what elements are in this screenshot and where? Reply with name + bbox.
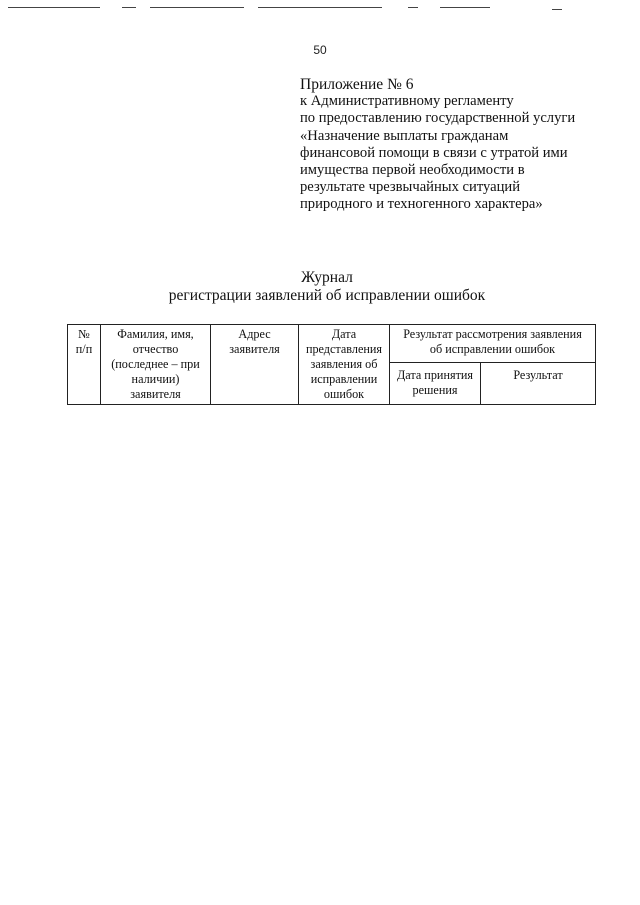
header-text: Дата (331, 327, 357, 341)
header-text: заявителя (229, 342, 280, 356)
journal-subtitle: регистрации заявлений об исправлении ошибок (168, 287, 486, 304)
annex-header (300, 76, 620, 214)
table-header-row (68, 325, 596, 363)
annex-line: «Назначение выплаты гражданам (300, 127, 509, 144)
header-cell-review-result-group (390, 325, 596, 363)
journal-title: Журнал (301, 269, 353, 286)
header-cell-applicant-name (101, 325, 211, 405)
header-text: заявления об (310, 357, 378, 371)
header-text: отчество (132, 342, 179, 356)
header-text: решения (412, 383, 458, 398)
header-text: наличии) (131, 372, 180, 386)
header-text: заявителя (130, 387, 181, 401)
annex-line: результате чрезвычайных ситуаций (300, 179, 521, 196)
header-text: Фамилия, имя, (117, 327, 194, 341)
header-text: исправлении (310, 372, 378, 386)
annex-line: по предоставлению государственной услуги (300, 110, 576, 127)
annex-title: Приложение № 6 (300, 76, 414, 93)
annex-line: к Административному регламенту (300, 93, 514, 110)
journal-heading (0, 269, 640, 305)
header-text: № (78, 327, 90, 341)
header-text: (последнее – при (111, 357, 200, 371)
header-text: представления (305, 342, 383, 356)
header-text: Результат (513, 368, 563, 383)
header-text: Результат рассмотрения заявления (403, 327, 582, 341)
header-cell-submission-date (299, 325, 390, 405)
annex-line: имущества первой необходимости в (300, 162, 525, 179)
header-cell-result (481, 363, 596, 405)
journal-table (67, 324, 596, 405)
header-text: ошибок (323, 387, 365, 401)
annex-line: природного и техногенного характера» (300, 196, 543, 213)
page-number: 50 (313, 43, 327, 57)
header-cell-applicant-address (211, 325, 299, 405)
scan-edge-artifacts (0, 0, 640, 14)
header-text: Адрес (238, 327, 271, 341)
header-text: Дата принятия (396, 368, 474, 383)
header-cell-number (68, 325, 101, 405)
annex-line: финансовой помощи в связи с утратой ими (300, 144, 568, 161)
header-text: об исправлении ошибок (429, 342, 556, 356)
header-text: п/п (75, 342, 93, 356)
header-cell-decision-date (390, 363, 481, 405)
